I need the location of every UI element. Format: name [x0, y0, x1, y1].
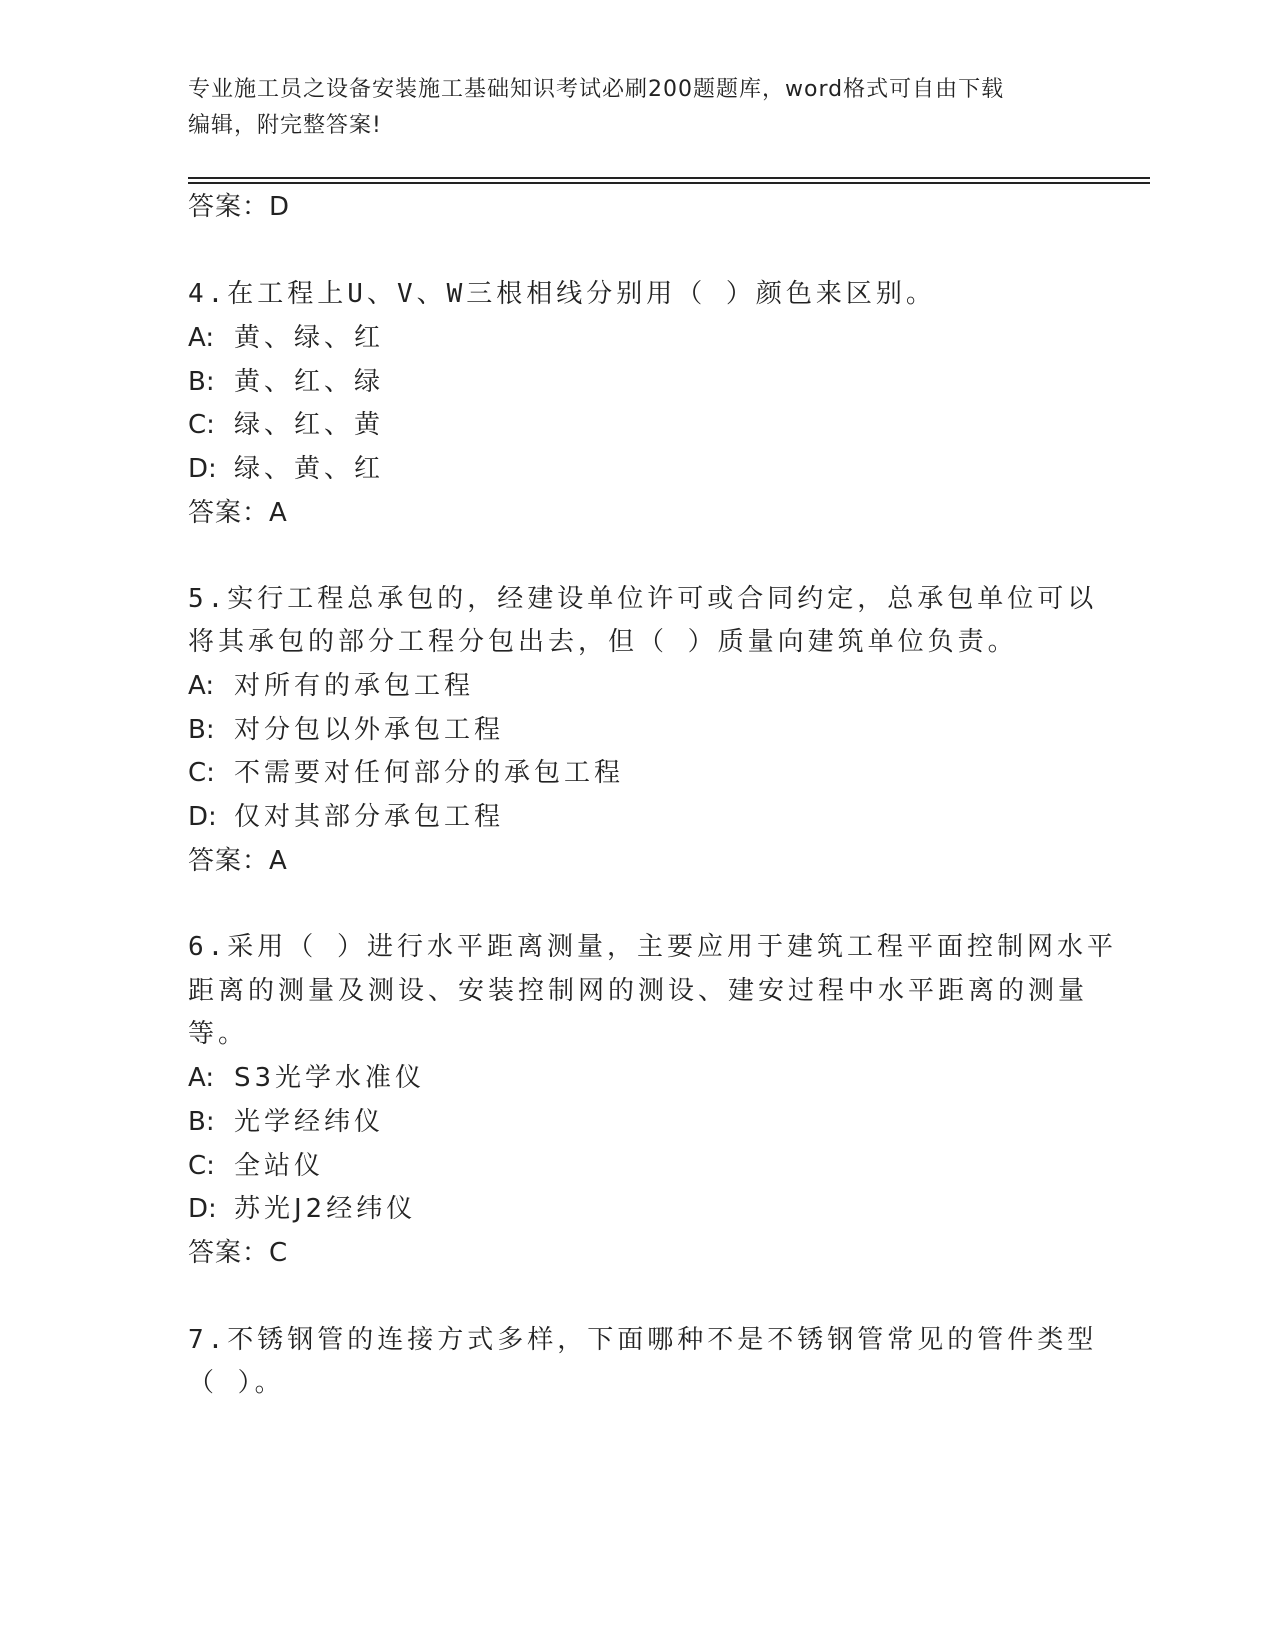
document-header — [188, 72, 1068, 144]
question-6-text-line-2: 距离的测量及测设、安装控制网的测设、建安过程中水平距离的测量 — [188, 976, 1089, 1006]
option-label: A: — [188, 323, 215, 353]
question-6-text-line-1: 6.采用（ ）进行水平距离测量，主要应用于建筑工程平面控制网水平 — [188, 932, 1117, 962]
option-text: 对分包以外承包工程 — [234, 715, 505, 745]
option-text: 全站仪 — [234, 1151, 325, 1181]
option-text: 仅对其部分承包工程 — [234, 802, 505, 832]
question-5-option-c — [188, 752, 624, 789]
option-label: C: — [188, 1151, 215, 1181]
header-line-1: 专业施工员之设备安装施工基础知识考试必刷200题题库，word格式可自由下载 — [188, 77, 1005, 102]
option-label: B: — [188, 715, 215, 745]
question-6-text-line-3: 等。 — [188, 1019, 249, 1049]
option-label: A: — [188, 671, 215, 701]
question-6-option-b — [188, 1101, 384, 1138]
option-label: C: — [188, 758, 215, 788]
question-4-text: 4.在工程上U、V、W三根相线分别用（ ）颜色来区别。 — [188, 279, 936, 309]
question-6-option-d — [188, 1188, 416, 1225]
question-4-option-d — [188, 448, 384, 485]
answer-previous: 答案：D — [188, 192, 291, 222]
question-6-option-a — [188, 1057, 425, 1094]
question-5-option-a — [188, 665, 474, 702]
question-5-text-line-2: 将其承包的部分工程分包出去，但（ ）质量向建筑单位负责。 — [188, 627, 1018, 657]
header-line-2: 编辑，附完整答案! — [188, 113, 382, 138]
question-5-option-d — [188, 796, 504, 833]
option-label: D: — [188, 454, 217, 484]
question-6-answer: 答案：C — [188, 1238, 289, 1268]
option-text: S3光学水准仪 — [234, 1063, 426, 1093]
option-text: 对所有的承包工程 — [234, 671, 475, 701]
question-4-answer: 答案：A — [188, 498, 288, 528]
option-label: D: — [188, 802, 217, 832]
question-7-text-line-1: 7.不锈钢管的连接方式多样，下面哪种不是不锈钢管常见的管件类型 — [188, 1325, 1098, 1355]
option-label: A: — [188, 1063, 215, 1093]
option-text: 光学经纬仪 — [234, 1107, 385, 1137]
question-6-option-c — [188, 1145, 324, 1182]
question-5-text-line-1: 5.实行工程总承包的，经建设单位许可或合同约定，总承包单位可以 — [188, 584, 1098, 614]
question-5-answer: 答案：A — [188, 846, 288, 876]
option-label: B: — [188, 367, 215, 397]
option-text: 绿、红、黄 — [234, 410, 385, 440]
option-text: 苏光J2经纬仪 — [234, 1194, 417, 1224]
option-text: 不需要对任何部分的承包工程 — [234, 758, 625, 788]
option-text: 黄、红、绿 — [234, 367, 385, 397]
question-7-text-line-2: （ ）。 — [188, 1368, 285, 1398]
option-text: 绿、黄、红 — [234, 454, 385, 484]
header-rule-bottom — [188, 182, 1150, 184]
option-text: 黄、绿、红 — [234, 323, 385, 353]
question-5-option-b — [188, 709, 504, 746]
question-4-option-c — [188, 404, 384, 441]
option-label: D: — [188, 1194, 217, 1224]
question-4-option-a — [188, 317, 384, 354]
option-label: C: — [188, 410, 215, 440]
question-4-option-b — [188, 361, 384, 398]
header-rule-top — [188, 177, 1150, 179]
option-label: B: — [188, 1107, 215, 1137]
